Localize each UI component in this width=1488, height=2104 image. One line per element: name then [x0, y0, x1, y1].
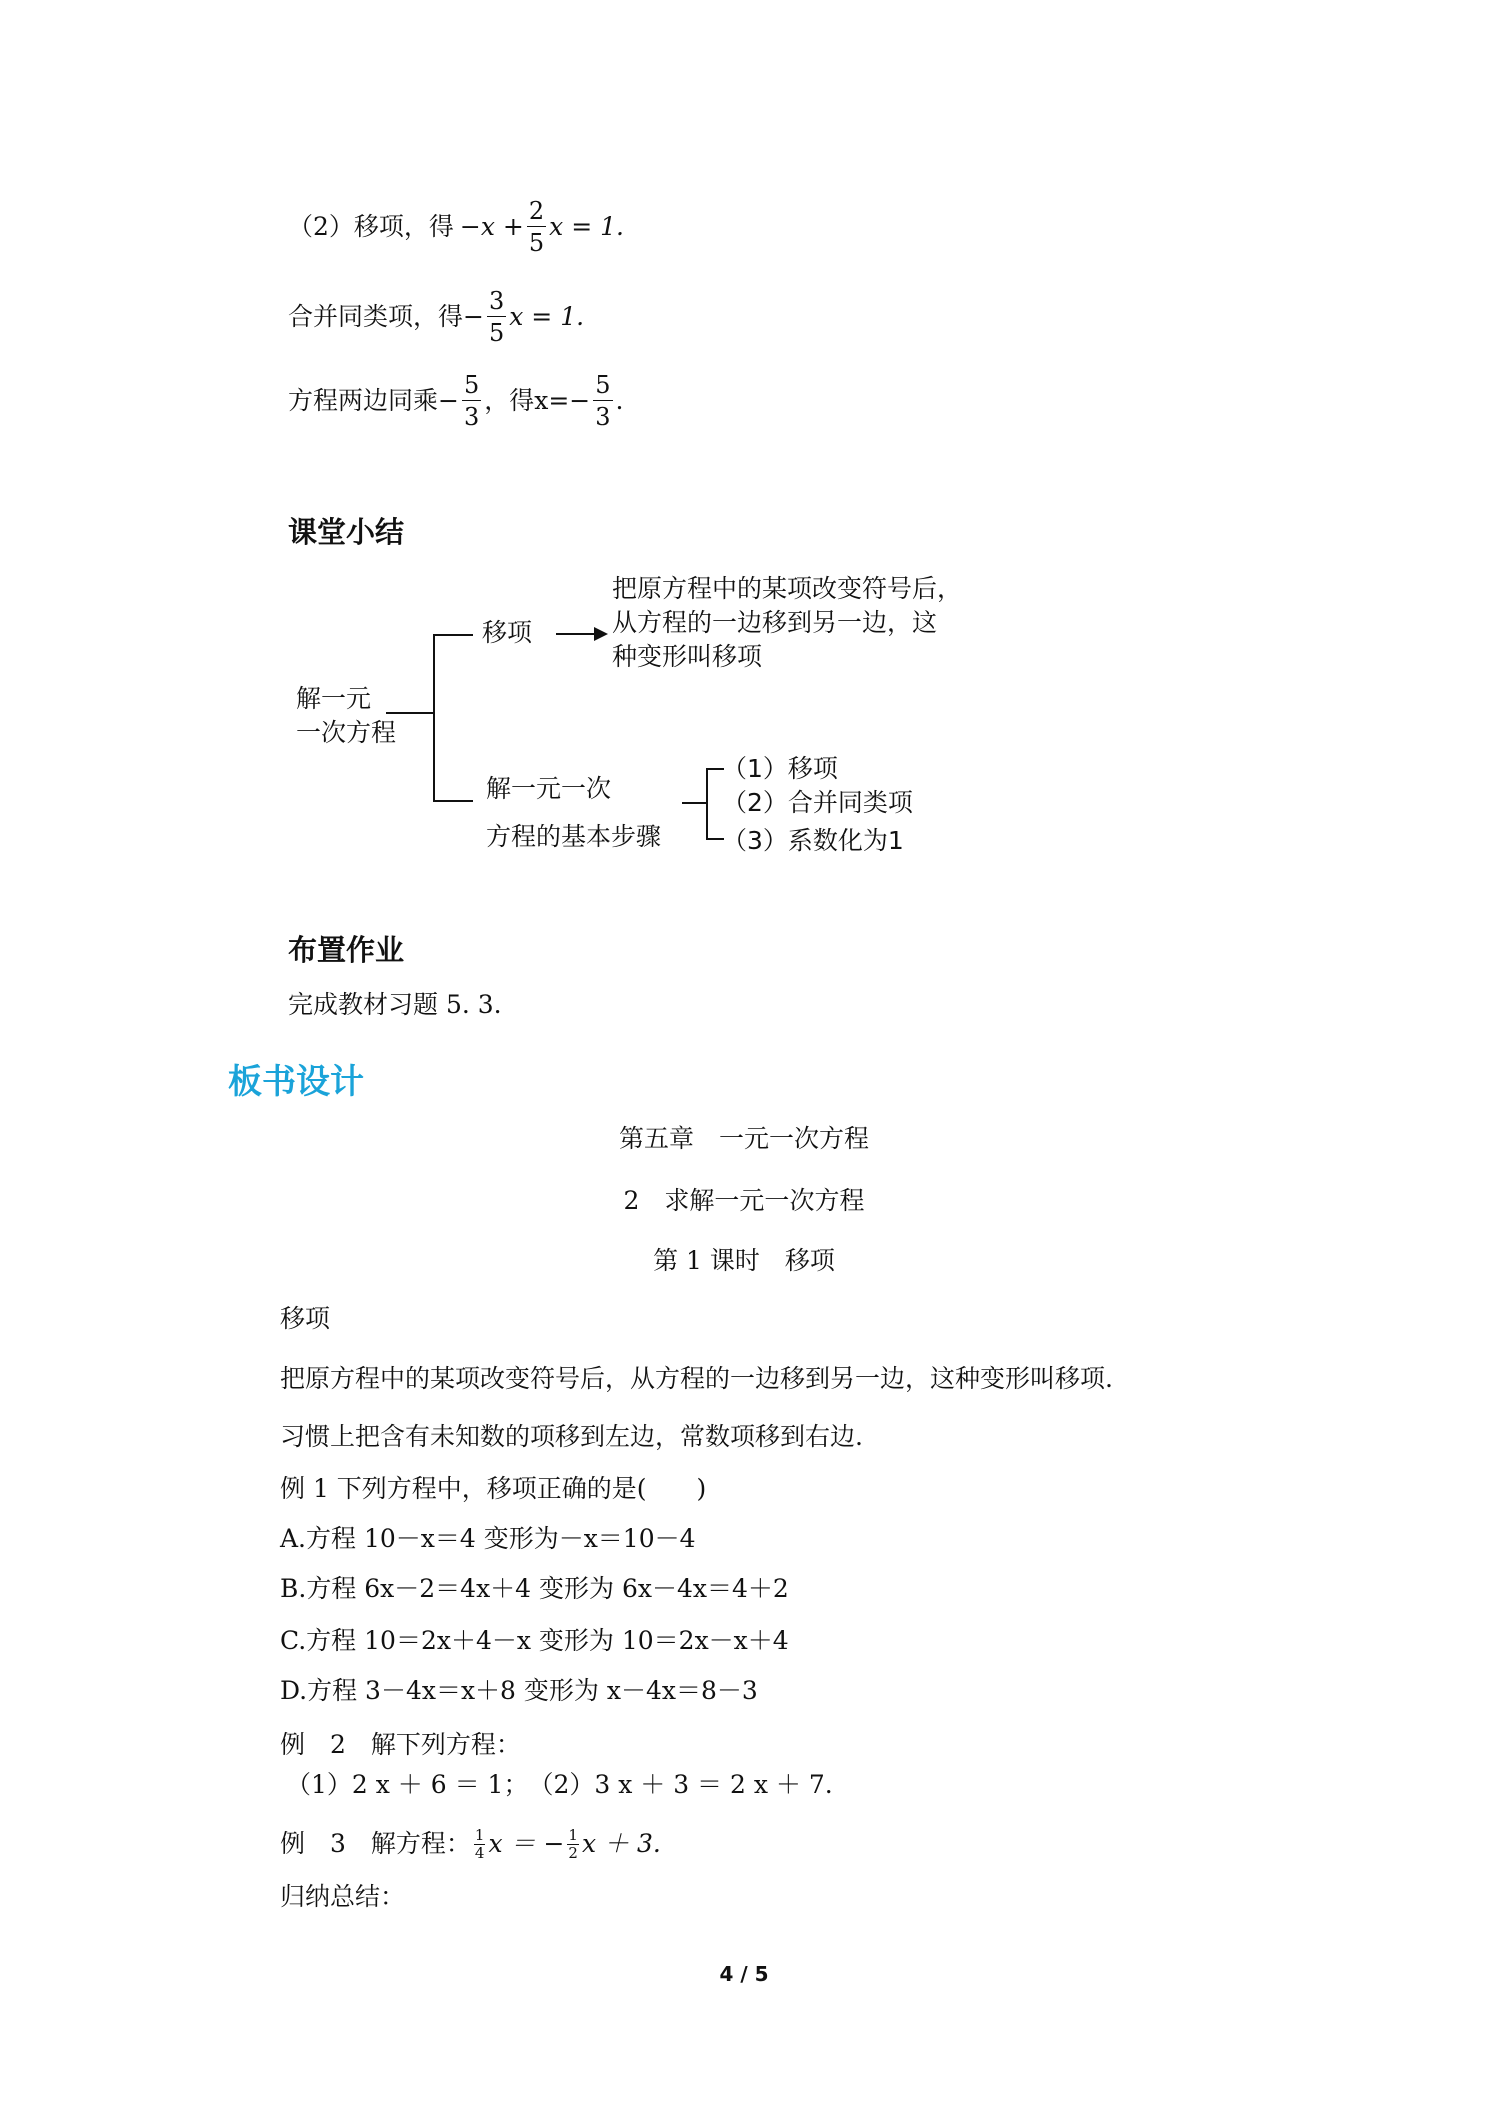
- solution-line-1-prefix: （2）移项，得: [288, 212, 454, 241]
- board-lesson: 第 1 课时 移项: [653, 1246, 835, 1275]
- board-section: 2 求解一元一次方程: [623, 1186, 865, 1215]
- fraction-1-2: $\frac{1}{2}$: [568, 1825, 578, 1862]
- solution-line-1-eq-a: −x +: [459, 212, 524, 241]
- board-conclusion: 归纳总结：: [280, 1882, 406, 1911]
- board-example-1: 例 1 下列方程中，移项正确的是( ): [280, 1474, 707, 1503]
- solution-line-1-eq-b: x = 1.: [549, 212, 624, 241]
- solution-line-2-eq-b: x = 1.: [509, 302, 585, 331]
- tree-root-line-1: 解一元: [296, 684, 372, 713]
- page-number: 4 / 5: [719, 1962, 769, 1986]
- fraction-1-4: $\frac{1}{4}$: [474, 1825, 485, 1862]
- tree-branch-1-definition-line-2: 从方程的一边移到另一边，这: [612, 608, 938, 637]
- tree-step-3: （3）系数化为1: [722, 826, 904, 855]
- fraction-2-5: $\frac{2}{5}$: [528, 197, 545, 257]
- tree-branch-2-line: [433, 800, 473, 802]
- tree-steps-connector: [682, 802, 706, 804]
- solution-line-2-prefix: 合并同类项，得: [288, 302, 464, 331]
- tree-step-2: （2）合并同类项: [722, 788, 913, 817]
- solution-line-2: [288, 282, 584, 352]
- fraction-3-5: $\frac{3}{5}$: [488, 287, 505, 347]
- tree-branch-1-definition-line-3: 种变形叫移项: [612, 642, 763, 671]
- tree-root-line-2: 一次方程: [296, 718, 397, 747]
- board-option-b: B.方程 6x－2＝4x＋4 变形为 6x－4x＝4＋2: [280, 1574, 789, 1603]
- homework-heading: 布置作业: [288, 933, 405, 967]
- summary-heading: 课堂小结: [288, 515, 405, 549]
- solution-line-3: [288, 366, 623, 436]
- board-heading: 板书设计: [228, 1062, 364, 1102]
- solution-line-2-eq-a: −: [463, 302, 484, 331]
- board-example-3-mid: x ＝ −: [488, 1829, 565, 1858]
- tree-arrow-shaft: [556, 633, 596, 635]
- tree-branch-1-label: 移项: [482, 618, 533, 647]
- board-chapter: 第五章 一元一次方程: [618, 1124, 869, 1153]
- solution-line-1: [288, 192, 624, 262]
- tree-step-1: （1）移项: [722, 754, 838, 783]
- board-habit: 习惯上把含有未知数的项移到左边，常数项移到右边.: [280, 1422, 863, 1451]
- solution-line-3-prefix: 方程两边同乘: [288, 386, 439, 415]
- arrow-right-icon: [594, 627, 608, 641]
- tree-branch-2-label-line-1: 解一元一次: [486, 774, 612, 803]
- fraction-5-3-a: $\frac{5}{3}$: [463, 371, 480, 431]
- solution-line-3-end: .: [615, 386, 624, 415]
- board-example-3-prefix: 例 3 解方程：: [280, 1829, 471, 1858]
- board-example-3: [280, 1816, 661, 1872]
- homework-text: 完成教材习题 5. 3.: [288, 990, 502, 1019]
- board-definition: 把原方程中的某项改变符号后，从方程的一边移到另一边，这种变形叫移项.: [280, 1364, 1113, 1393]
- board-example-2: 例 2 解下列方程：: [280, 1730, 521, 1759]
- tree-branch-1-definition-line-1: 把原方程中的某项改变符号后，: [612, 574, 963, 603]
- tree-branch-1-line: [433, 634, 473, 636]
- board-example-2-items: （1）2 x ＋ 6 ＝ 1； （2）3 x ＋ 3 ＝ 2 x ＋ 7.: [286, 1770, 833, 1799]
- tree-vertical-line: [433, 634, 435, 802]
- tree-steps-bracket: [706, 768, 708, 840]
- board-option-a: A.方程 10－x＝4 变形为－x＝10－4: [280, 1524, 696, 1553]
- board-option-d: D.方程 3－4x＝x＋8 变形为 x－4x＝8－3: [280, 1676, 758, 1705]
- board-topic: 移项: [280, 1304, 331, 1333]
- tree-root-connector: [386, 712, 434, 714]
- tree-branch-2-label-line-2: 方程的基本步骤: [486, 822, 662, 851]
- fraction-5-3-b: $\frac{5}{3}$: [595, 371, 611, 431]
- board-option-c: C.方程 10＝2x＋4－x 变形为 10＝2x－x＋4: [280, 1626, 789, 1655]
- solution-line-3-mid: ，得x=−: [484, 386, 591, 415]
- solution-line-3-eq-a: −: [438, 386, 459, 415]
- board-example-3-end: x ＋ 3.: [581, 1829, 661, 1858]
